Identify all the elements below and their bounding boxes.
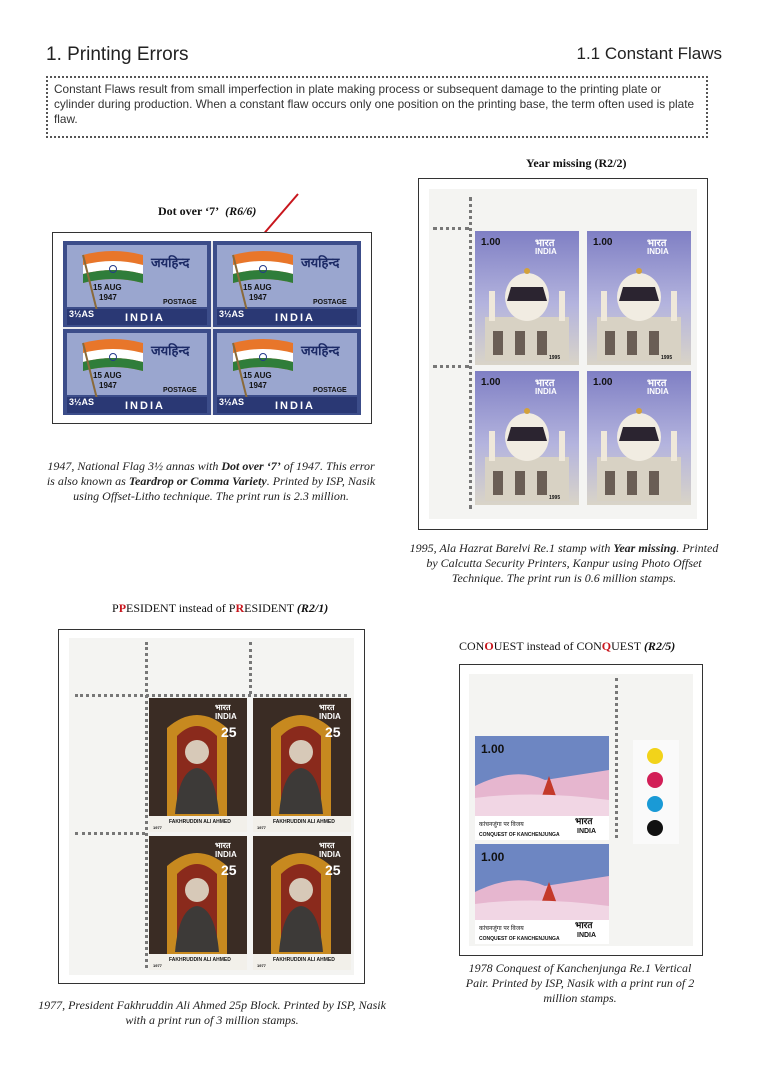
country-hi: भारत: [535, 238, 555, 249]
value-text: 1.00: [481, 850, 505, 864]
ala-caption: 1995, Ala Hazrat Barelvi Re.1 stamp with Year missing. Printed by Calcutta Security Printers, Kanpur using Photo Offset Technique. The print run is 0.6 million stamps.: [409, 541, 719, 585]
country-hi: भारत: [575, 816, 593, 826]
cyan-dot-icon: [647, 796, 663, 812]
perforation: [433, 365, 469, 368]
country-text: INDIA: [125, 400, 165, 412]
year-text: 1947: [249, 381, 267, 390]
country-hi: भारत: [319, 841, 335, 850]
country-hi: भारत: [319, 703, 335, 712]
country-hi: भारत: [215, 841, 231, 850]
year-text: 1947: [99, 293, 117, 302]
ala-block-frame: [418, 178, 708, 530]
ala-stamp: [475, 371, 579, 505]
postage-text: POSTAGE: [313, 387, 347, 394]
country-text: INDIA: [319, 850, 341, 859]
hindi-text: जयहिन्द: [151, 343, 190, 358]
year-text: 1995: [661, 355, 673, 361]
value-text: 3½AS: [219, 309, 245, 319]
country-text: INDIA: [577, 932, 597, 939]
name-text: FAKHRUDDIN ALI AHMED: [273, 957, 335, 963]
date-text: 15 AUG: [243, 371, 272, 380]
president-block: [69, 638, 354, 975]
mosque-art: [587, 231, 691, 365]
mosque-art: [475, 371, 579, 505]
country-text: INDIA: [215, 712, 237, 721]
country-hi: भारत: [647, 378, 667, 389]
traffic-lights: [633, 740, 679, 844]
title-text: CONQUEST OF KANCHENJUNGA: [479, 832, 560, 838]
date-text: 15 AUG: [93, 283, 122, 292]
value-text: 25: [325, 724, 341, 740]
value-text: 1.00: [481, 237, 501, 248]
flag-stamp: [213, 329, 361, 415]
flag-caption: 1947, National Flag 3½ annas with Dot over ‘7’ of 1947. This error is also known as Teardrop or Comma Variety. Printed by ISP, Nasik using Offset-Litho technique. The print run is 2.3 million.: [46, 459, 376, 503]
date-text: 15 AUG: [93, 371, 122, 380]
country-text: INDIA: [577, 828, 597, 835]
conquest-stamp-flaw: [475, 736, 609, 840]
president-block-frame: [58, 629, 365, 984]
hindi-text: जयहिन्द: [301, 343, 340, 358]
ala-block: [429, 189, 697, 519]
section-title: 1.1 Constant Flaws: [576, 44, 722, 63]
country-text: INDIA: [215, 850, 237, 859]
conquest-block-frame: [459, 664, 703, 956]
ala-stamp: [475, 231, 579, 365]
hindi-text: जयहिन्द: [151, 255, 190, 270]
value-text: 25: [221, 862, 237, 878]
year-text: 1977: [257, 825, 266, 830]
ala-stamp: [587, 231, 691, 365]
yellow-dot-icon: [647, 748, 663, 764]
flag-stamp: [63, 241, 211, 327]
value-text: 1.00: [481, 377, 501, 388]
ala-stamp-flaw: [587, 371, 691, 505]
value-text: 25: [325, 862, 341, 878]
conquest-stamp: [475, 844, 609, 944]
country-text: INDIA: [647, 247, 669, 256]
year-text: 1995: [549, 495, 561, 501]
president-stamp: [149, 698, 247, 832]
year-text: 1977: [153, 825, 162, 830]
title-hi: कांचनजुंगा पर विजय: [479, 822, 524, 828]
country-text: INDIA: [275, 312, 315, 324]
country-text: INDIA: [535, 387, 557, 396]
value-text: 25: [221, 724, 237, 740]
postage-text: POSTAGE: [163, 387, 197, 394]
value-text: 1.00: [593, 237, 613, 248]
postage-text: POSTAGE: [163, 299, 197, 306]
perforation: [75, 694, 347, 697]
perforation: [615, 678, 618, 838]
year-text: 1947: [99, 381, 117, 390]
president-caption: 1977, President Fakhruddin Ali Ahmed 25p Block. Printed by ISP, Nasik with a print run of 3 million stamps.: [38, 998, 386, 1027]
perforation: [249, 642, 252, 694]
president-stamp: [253, 836, 351, 970]
perforation: [433, 227, 469, 230]
country-text: INDIA: [125, 312, 165, 324]
country-text: INDIA: [535, 247, 557, 256]
value-text: 3½AS: [219, 397, 245, 407]
flag-stamp-flaw: [213, 241, 361, 327]
country-text: INDIA: [275, 400, 315, 412]
year-text: 1995: [549, 355, 561, 361]
country-text: INDIA: [319, 712, 341, 721]
date-text: 15 AUG: [243, 283, 272, 292]
page-title: 1. Printing Errors: [46, 44, 189, 65]
name-text: FAKHRUDDIN ALI AHMED: [169, 819, 231, 825]
postage-text: POSTAGE: [313, 299, 347, 306]
conquest-caption: 1978 Conquest of Kanchenjunga Re.1 Vertical Pair. Printed by ISP, Nasik with a print run of 2 million stamps.: [465, 961, 695, 1005]
name-text: FAKHRUDDIN ALI AHMED: [273, 819, 335, 825]
country-text: INDIA: [647, 387, 669, 396]
mosque-art: [475, 231, 579, 365]
year-text: 1947: [249, 293, 267, 302]
flag-stamp: [63, 329, 211, 415]
conquest-block: [469, 674, 693, 946]
flag-label: Dot over ‘7’ (R6/6): [158, 204, 257, 218]
intro-box: Constant Flaws result from small imperfection in plate making process or subsequent damage to the printing plate or cylinder during production. When a constant flaw occurs only one position on the printing base, the term often used is plate flaw.: [46, 76, 708, 138]
ala-label: Year missing (R2/2): [526, 156, 627, 170]
value-text: 1.00: [481, 742, 505, 756]
country-hi: भारत: [535, 378, 555, 389]
president-label: PPESIDENT instead of PRESIDENT (R2/1): [112, 601, 329, 615]
value-text: 3½AS: [69, 397, 95, 407]
president-stamp: [253, 698, 351, 832]
hindi-text: जयहिन्द: [301, 255, 340, 270]
president-stamp-flaw: [149, 836, 247, 970]
value-text: 1.00: [593, 377, 613, 388]
country-hi: भारत: [215, 703, 231, 712]
black-dot-icon: [647, 820, 663, 836]
perforation: [145, 642, 148, 968]
perforation: [75, 832, 145, 835]
title-hi: कांचनजुंगा पर विजय: [479, 926, 524, 932]
country-hi: भारत: [647, 238, 667, 249]
flag-block: [63, 241, 361, 415]
country-hi: भारत: [575, 920, 593, 930]
conquest-label: CONOUEST instead of CONQUEST (R2/5): [459, 639, 676, 653]
flag-block-frame: [52, 232, 372, 424]
magenta-dot-icon: [647, 772, 663, 788]
mosque-art: [587, 371, 691, 505]
name-text: FAKHRUDDIN ALI AHMED: [169, 957, 231, 963]
value-text: 3½AS: [69, 309, 95, 319]
year-text: 1977: [257, 963, 266, 968]
title-text: CONQUEST OF KANCHENJUNGA: [479, 936, 560, 942]
year-text: 1977: [153, 963, 162, 968]
perforation: [469, 197, 472, 509]
